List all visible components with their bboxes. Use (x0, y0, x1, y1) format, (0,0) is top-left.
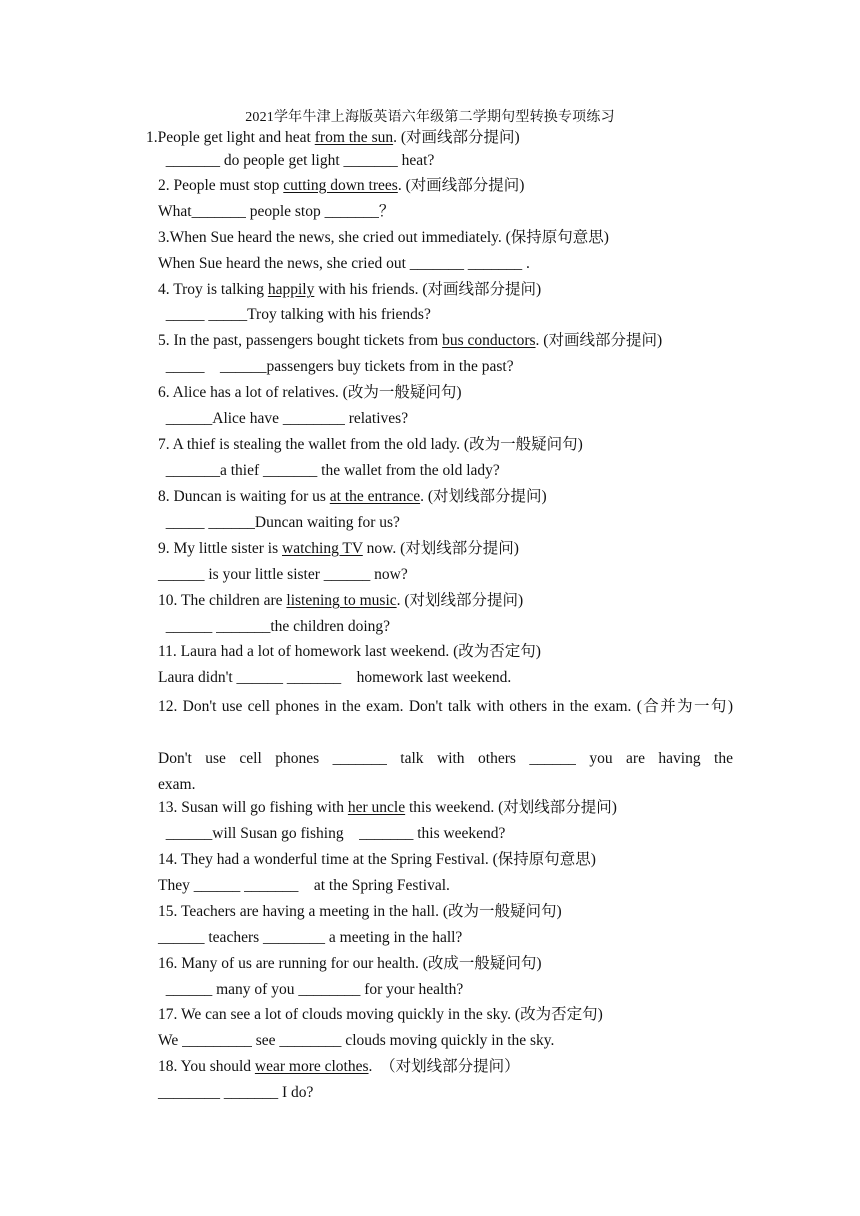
question-18: 18. You should wear more clothes. （对划线部分提问） (158, 1058, 520, 1075)
question-16: 16. Many of us are running for our health. (改成一般疑问句) (158, 955, 542, 972)
answer-16: ______ many of you ________ for your health? (158, 981, 464, 998)
underlined-part: listening to music (286, 592, 397, 609)
underlined-part: from the sun (314, 129, 394, 146)
answer-15: ______ teachers ________ a meeting in the hall? (158, 929, 463, 946)
question-3: 3.When Sue heard the news, she cried out immediately. (保持原句意思) (158, 229, 609, 246)
underlined-part: watching TV (282, 540, 363, 557)
question-7: 7. A thief is stealing the wallet from the old lady. (改为一般疑问句) (158, 436, 583, 453)
answer-4: _____ _____Troy talking with his friends? (158, 306, 431, 323)
question-15: 15. Teachers are having a meeting in the hall. (改为一般疑问句) (158, 903, 562, 920)
answer-10: ______ _______the children doing? (158, 618, 391, 635)
question-4: 4. Troy is talking happily with his friends. (对画线部分提问) (158, 281, 542, 298)
question-12: 12. Don't use cell phones in the exam. Don't talk with others in the exam. (合并为一句) (158, 698, 733, 715)
underlined-part: cutting down trees (283, 177, 398, 194)
underlined-part: wear more clothes (254, 1058, 369, 1075)
answer-14: They ______ _______ at the Spring Festival. (158, 877, 450, 894)
answer-13: ______will Susan go fishing _______ this weekend? (158, 825, 506, 842)
answer-18: ________ _______ I do? (158, 1084, 314, 1101)
question-1: 1.People get light and heat from the sun. (对画线部分提问) (146, 129, 520, 146)
question-17: 17. We can see a lot of clouds moving quickly in the sky. (改为否定句) (158, 1006, 603, 1023)
question-9: 9. My little sister is watching TV now. (对划线部分提问) (158, 540, 519, 557)
answer-8: _____ ______Duncan waiting for us? (158, 514, 400, 531)
answer-9: ______ is your little sister ______ now? (158, 566, 408, 583)
answer-5: _____ ______passengers buy tickets from in the past? (158, 358, 514, 375)
answer-7: _______a thief _______ the wallet from the old lady? (158, 462, 500, 479)
question-8: 8. Duncan is waiting for us at the entrance. (对划线部分提问) (158, 488, 547, 505)
question-6: 6. Alice has a lot of relatives. (改为一般疑问句) (158, 384, 462, 401)
question-2: 2. People must stop cutting down trees. (对画线部分提问) (158, 177, 525, 194)
page-title: 2021学年牛津上海版英语六年级第二学期句型转换专项练习 (245, 110, 615, 125)
question-13: 13. Susan will go fishing with her uncle this weekend. (对划线部分提问) (158, 799, 617, 816)
answer-12: Don't use cell phones _______ talk with others ______ you are having the exam. (158, 750, 733, 793)
question-10: 10. The children are listening to music. (对划线部分提问) (158, 592, 524, 609)
question-11: 11. Laura had a lot of homework last weekend. (改为否定句) (158, 643, 541, 660)
question-14: 14. They had a wonderful time at the Spring Festival. (保持原句意思) (158, 851, 596, 868)
answer-3: When Sue heard the news, she cried out _______ _______ . (158, 255, 530, 272)
underlined-part: bus conductors (442, 332, 536, 349)
answer-1: _______ do people get light _______ heat? (158, 152, 435, 169)
answer-6: ______Alice have ________ relatives? (158, 410, 409, 427)
underlined-part: at the entrance (329, 488, 421, 505)
answer-11: Laura didn't ______ _______ homework last weekend. (158, 669, 512, 686)
answer-17: We _________ see ________ clouds moving quickly in the sky. (158, 1032, 555, 1049)
answer-2: What_______ people stop _______？ (158, 203, 395, 220)
underlined-part: happily (267, 281, 315, 298)
underlined-part: her uncle (347, 799, 406, 816)
question-5: 5. In the past, passengers bought tickets from bus conductors. (对画线部分提问) (158, 332, 663, 349)
